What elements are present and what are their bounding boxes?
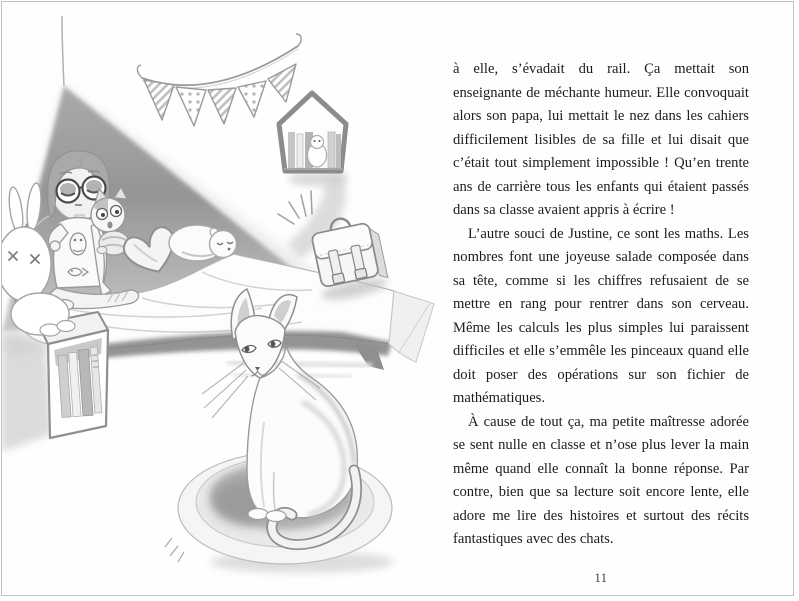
footboard-drape <box>389 291 434 362</box>
body-text <box>453 58 749 552</box>
paragraph: L’autre souci de Justine, ce sont les maths. Les nombres font une joyeuse salade composée dans sa tête, comme si les chiffres refusaient de se mettre en rang pour rentrer dans son cerveau. Même les calculs les plus simples lui paraissent difficiles et elle s’emmêle les pinceaux quand elle doit poser des opérations sur son fichier de mathématiques. <box>453 225 749 406</box>
paragraph: À cause de tout ça, ma petite maîtresse adorée se sent nulle en classe et n’ose plus lever la main même quand elle connaît la bonne réponse. Par contre, bien que sa lecture soit encore lente, elle adore me lire des histoires et surtout des récits fantastiques avec des chats. <box>453 413 749 547</box>
page-number: 11 <box>594 571 608 585</box>
sleeping-plush <box>169 225 237 261</box>
cat-paw <box>248 509 268 520</box>
bedroom-illustration <box>2 2 442 595</box>
cat-paw <box>266 511 286 522</box>
satchel-buckle <box>355 268 368 279</box>
bird-figurine <box>308 136 327 168</box>
right-page <box>453 2 749 595</box>
book-page-frame <box>1 1 794 596</box>
rug-tufts <box>165 538 184 562</box>
bunny-head <box>2 227 51 301</box>
satchel-buckle <box>332 273 345 284</box>
bunting-banner <box>137 34 301 126</box>
sparkle-lines <box>278 191 312 224</box>
left-page <box>2 2 442 595</box>
pennant-flags <box>144 64 296 126</box>
paragraph: à elle, s’évadait du rail. Ça mettait son enseignante de méchante humeur. Elle convoquait alors son papa, lui mettait le nez dans les cahiers difficilement lisibles de sa fille et lui disait que c’était tout simplement impossible ! Qu’en trente ans de carrière tous les enfants qui étaient passés dans sa classe avaient appris à écrire ! <box>453 61 749 218</box>
